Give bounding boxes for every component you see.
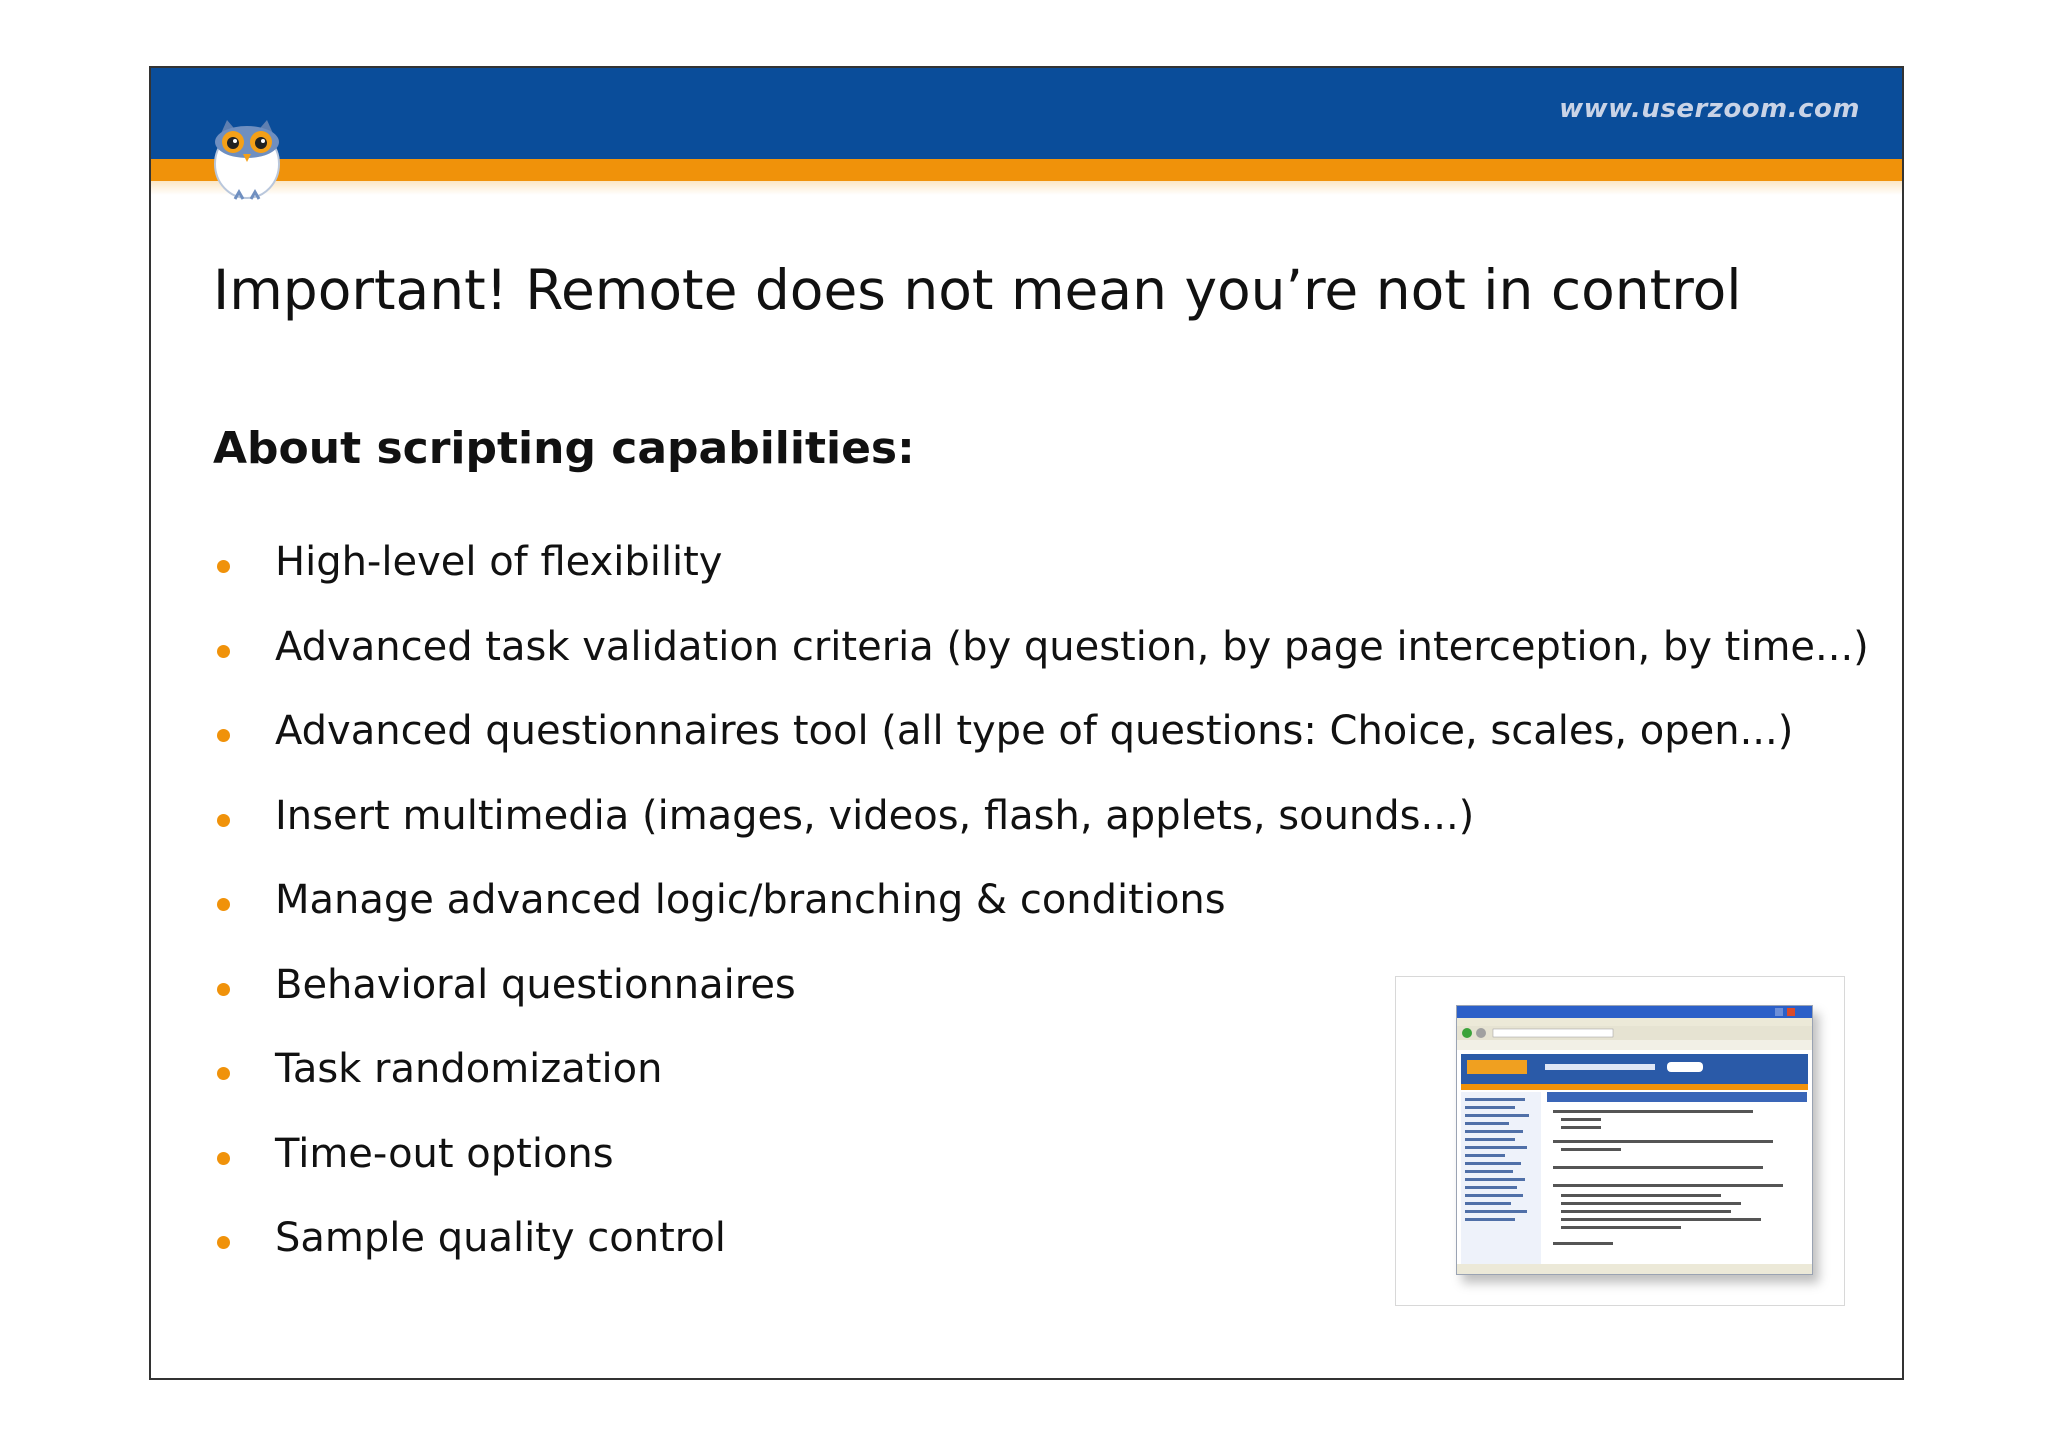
- list-item: [213, 1214, 726, 1299]
- bullet-text: High-level of flexibility: [275, 539, 723, 585]
- list-item: [213, 1045, 663, 1130]
- bullet-dot-icon: [217, 645, 230, 658]
- header-fade: [151, 181, 1902, 195]
- list-item: [213, 792, 1475, 877]
- list-item: [213, 707, 1794, 792]
- bullet-dot-icon: [217, 814, 230, 827]
- list-item: [213, 1130, 614, 1215]
- bullet-text: Time-out options: [275, 1130, 614, 1177]
- section-heading: About scripting capabilities:: [213, 423, 915, 474]
- bullet-text: Task randomization: [275, 1046, 663, 1092]
- bullet-list: [213, 538, 1869, 1299]
- bullet-text: Behavioral questionnaires: [275, 961, 796, 1008]
- application-screenshot-thumbnail: [1456, 1005, 1813, 1275]
- bullet-dot-icon: [217, 898, 230, 911]
- list-item: [213, 538, 723, 623]
- list-item: [213, 961, 796, 1046]
- bullet-text: Advanced task validation criteria (by question, by page interception, by time...): [275, 623, 1869, 670]
- screenshot-thumbnail-icon: [1457, 1006, 1812, 1274]
- list-item: [213, 623, 1869, 708]
- bullet-dot-icon: [217, 729, 230, 742]
- bullet-dot-icon: [217, 1152, 230, 1165]
- website-url[interactable]: www.userzoom.com: [1559, 94, 1860, 124]
- bullet-text: Insert multimedia (images, videos, flash, applets, sounds...): [275, 792, 1475, 839]
- bullet-dot-icon: [217, 1067, 230, 1080]
- list-item: [213, 876, 1226, 961]
- header-orange-band: [151, 159, 1902, 181]
- bullet-dot-icon: [217, 1236, 230, 1249]
- screenshot-thumbnail-frame: [1395, 976, 1845, 1306]
- bullet-text: Sample quality control: [275, 1215, 726, 1261]
- bullet-dot-icon: [217, 983, 230, 996]
- bullet-text: Manage advanced logic/branching & conditions: [275, 877, 1226, 923]
- bullet-text: Advanced questionnaires tool (all type of questions: Choice, scales, open...): [275, 708, 1794, 754]
- slide-title: Important! Remote does not mean you’re not in control: [213, 258, 1742, 322]
- owl-mascot-icon: [205, 104, 289, 204]
- bullet-dot-icon: [217, 560, 230, 573]
- slide: [149, 66, 1904, 1380]
